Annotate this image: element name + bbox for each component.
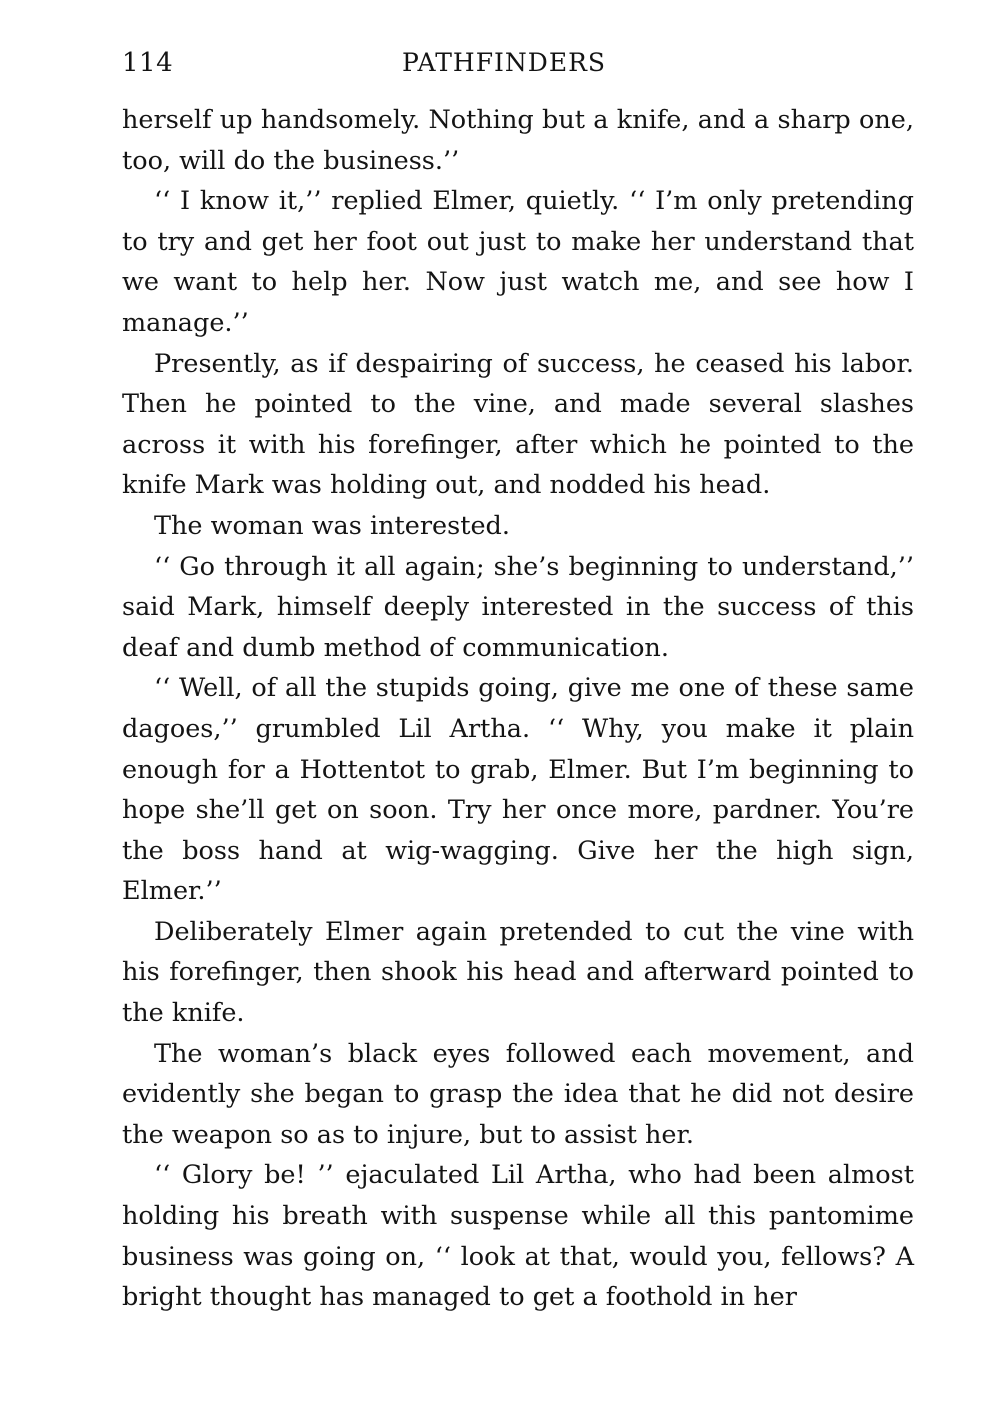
paragraph: ‘‘ Go through it all again; she’s beginning to understand,’’ said Mark, himself deeply interested in the success of this deaf and dumb method of communication. [122,551,914,663]
paragraph: ‘‘ Well, of all the stupids going, give me one of these same dagoes,’’ grumbled Lil Artha. ‘‘ Why, you make it plain enough for a Hottentot to grab, Elmer. But I’m beginning to hope she’ll get on soon. Try her once more, pardner. You’re the boss hand at wig-wagging. Give her the high sign, Elmer.’’ [122,673,914,907]
page-number: 114 [122,48,174,78]
paragraph-continued: herself up handsomely. Nothing but a knife, and a sharp one, too, will do the business.’’ [122,105,914,176]
paragraph: Presently, as if despairing of success, he ceased his labor. Then he pointed to the vine, and made several slashes across it with his forefinger, after which he pointed to the knife Mark was holding out, and nodded his head. [122,348,914,501]
paragraph: The woman’s black eyes followed each movement, and evidently she began to grasp the idea that he did not desire the weapon so as to injure, but to assist her. [122,1038,914,1150]
paragraph: ‘‘ Glory be! ’’ ejaculated Lil Artha, who had been almost holding his breath with suspense while all this pantomime business was going on, ‘‘ look at that, would you, fellows? A bright thought has managed to get a foothold in her [122,1160,914,1313]
paragraph: Deliberately Elmer again pretended to cut the vine with his forefinger, then shook his head and afterward pointed to the knife. [122,916,914,1029]
paragraph: The woman was interested. [154,510,510,541]
running-title: PATHFINDERS [402,48,607,77]
paragraph: ‘‘ I know it,’’ replied Elmer, quietly. ‘‘ I’m only pretending to try and get her foot out just to make her understand that we want to help her. Now just watch me, and see how I manage.’’ [122,186,914,338]
running-head [122,40,914,100]
body-text [122,100,914,1318]
book-page [122,40,914,1318]
